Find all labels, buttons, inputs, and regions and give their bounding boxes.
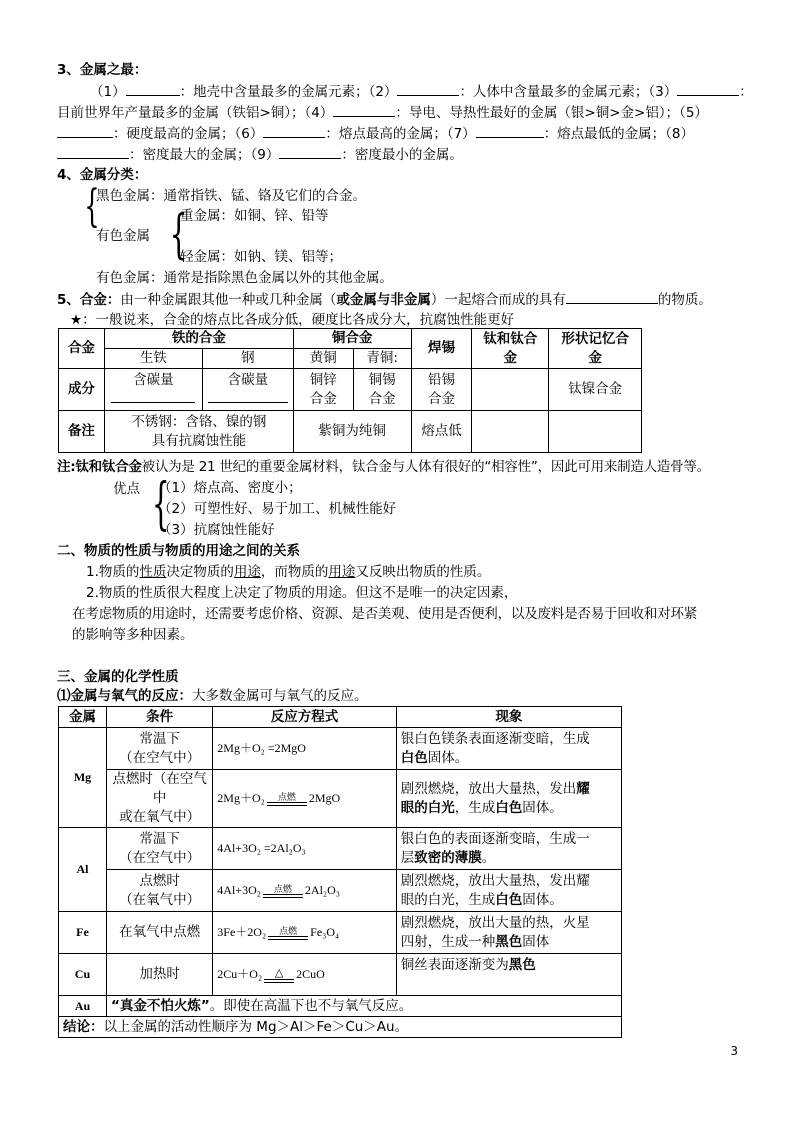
text: 目前世界年产量最多的金属（铁铝>铜）；（4） bbox=[57, 105, 334, 121]
text: 剧烈燃烧，放出大量的热，火星 bbox=[400, 914, 590, 931]
brace-icon: { bbox=[84, 181, 100, 232]
al-eq-1: 4Al+3O₂ =2Al₂O₃ bbox=[213, 828, 396, 870]
text: 被认为是 21 世纪的重要金属材料，钛合金与人体有很好的“相容性”，因此可用来制造人造骨等。 bbox=[141, 459, 710, 475]
cell-bronze-comp: 铜锡 合金 bbox=[353, 369, 411, 411]
text: 注: bbox=[57, 459, 76, 475]
text: 眼的白光，生成 bbox=[400, 891, 496, 908]
part3-subtitle bbox=[57, 686, 368, 706]
cell-ti-comp bbox=[472, 369, 549, 411]
text: ：密度最小的金属。 bbox=[341, 147, 463, 163]
text: 白色 bbox=[495, 799, 523, 816]
heat-icon: △ bbox=[274, 966, 284, 979]
th-condition: 条件 bbox=[106, 707, 212, 728]
brace-icon: { bbox=[169, 205, 188, 265]
text: 3Fe＋2O₂ bbox=[217, 925, 267, 939]
cell-ti-note bbox=[472, 411, 549, 453]
text: 固体。 bbox=[522, 891, 563, 908]
blank-5 bbox=[57, 123, 113, 138]
blank bbox=[208, 392, 288, 403]
text: ）一起熔合而成的具有 bbox=[430, 292, 566, 308]
reaction-arrow bbox=[267, 793, 307, 806]
star-note: ★：一般说来，合金的熔点比各成分低，硬度比各成分大，抗腐蚀性能更好 bbox=[70, 312, 515, 328]
text: 的物质。 bbox=[657, 292, 712, 308]
text: 2Mg＋O₂ bbox=[217, 791, 265, 805]
text: 钛和钛合金 bbox=[75, 459, 142, 475]
text: 固体。 bbox=[522, 799, 563, 816]
al-cond-1: 常温下 （在空气中） bbox=[106, 828, 212, 870]
th-alloy: 合金 bbox=[59, 329, 105, 369]
cell-shape-note bbox=[549, 411, 642, 453]
advantage-1: （1）熔点高、密度小； bbox=[158, 480, 302, 496]
text: 四射，生成一种 bbox=[400, 933, 496, 950]
text: 层 bbox=[400, 849, 415, 866]
condition-label: 点燃 bbox=[273, 883, 292, 894]
al-phen-2 bbox=[396, 870, 621, 912]
text: 2Cu＋O₂ bbox=[217, 967, 263, 981]
mg-cond-1: 常温下 （在空气中） bbox=[106, 728, 212, 770]
double-line bbox=[263, 894, 303, 898]
au-note bbox=[106, 996, 621, 1017]
heavy-metal-line: 重金属：如铜、锌、铅等 bbox=[180, 208, 329, 224]
th-copper-alloy: 铜合金 bbox=[293, 329, 411, 349]
black-metal-line: 黑色金属：通常指铁、锰、铬及它们的合金。 bbox=[96, 188, 366, 204]
text: 银白色的表面逐渐变暗，生成一 bbox=[400, 830, 590, 847]
oxygen-reaction-table bbox=[58, 706, 622, 1038]
metal-al: Al bbox=[59, 828, 107, 912]
text: 用途 bbox=[328, 564, 356, 580]
fe-cond: 在氧气中点燃 bbox=[106, 912, 212, 954]
cell-copper-note: 紫铜为纯铜 bbox=[293, 411, 411, 453]
mg-phen-1 bbox=[396, 728, 621, 770]
text: 又反映出物质的性质。 bbox=[355, 564, 491, 580]
cu-eq bbox=[213, 954, 396, 996]
th-metal: 金属 bbox=[59, 707, 107, 728]
double-line bbox=[264, 979, 294, 983]
blank-4 bbox=[333, 102, 395, 117]
text: ：硬度最高的金属；（6） bbox=[113, 126, 264, 142]
text: 2Al₂O₃ bbox=[304, 883, 340, 897]
th-steel: 钢 bbox=[202, 349, 293, 369]
mg-eq-2 bbox=[213, 770, 396, 828]
th-titanium: 钛和钛合 金 bbox=[472, 329, 549, 369]
blank-3 bbox=[677, 81, 739, 96]
text: ：人体中含量最多的金属元素；（3） bbox=[459, 84, 678, 100]
metal-au: Au bbox=[59, 996, 107, 1017]
text: 2MgO bbox=[308, 791, 341, 805]
text: 在考虑物质的用途时，还需要考虑价格、资源、是否美观、使用是否便利，以及废料是否易于回收和对环 bbox=[72, 606, 684, 622]
reaction-arrow bbox=[268, 927, 308, 940]
text: 4Al+3O₂ bbox=[217, 883, 261, 897]
text: 或金属与非金属 bbox=[336, 292, 431, 308]
cell-pig-comp bbox=[104, 369, 202, 411]
text: ：导电、导热性最好的金属（银>铜>金>铝）；（5） bbox=[395, 105, 708, 121]
al-cond-2: 点燃时 （在氧气中） bbox=[106, 870, 212, 912]
part2-line-3 bbox=[72, 604, 697, 624]
text: 眼的白光 bbox=[400, 799, 455, 816]
text: 铜丝表面逐渐变为 bbox=[400, 957, 509, 973]
cu-phen bbox=[396, 954, 621, 996]
th-shape-memory: 形状记忆合 金 bbox=[549, 329, 642, 369]
th-phenomenon: 现象 bbox=[396, 707, 621, 728]
text: 黑色 bbox=[495, 933, 523, 950]
text: 。 bbox=[481, 849, 496, 866]
text: ，而物质的 bbox=[260, 564, 329, 580]
text: 由一种金属跟其他一种或几种金属（ bbox=[120, 292, 337, 308]
metal-cu: Cu bbox=[59, 954, 107, 996]
th-iron-alloy: 铁的合金 bbox=[104, 329, 293, 349]
text: 黑色 bbox=[508, 957, 536, 973]
text: 耀 bbox=[576, 780, 590, 797]
blank-7 bbox=[476, 123, 544, 138]
sec3-line-2 bbox=[57, 102, 708, 123]
th-brass: 黄铜 bbox=[293, 349, 353, 369]
text: ： bbox=[739, 84, 753, 100]
reaction-arrow bbox=[263, 885, 303, 898]
text: ，生成 bbox=[454, 799, 496, 816]
section-3-title: 3、金属之最： bbox=[57, 62, 148, 78]
sec5-definition bbox=[57, 289, 712, 310]
text: ：熔点最低的金属；（8） bbox=[543, 126, 695, 142]
al-phen-1 bbox=[396, 828, 621, 870]
cell-iron-note: 不锈钢：含铬、镍的钢 具有抗腐蚀性能 bbox=[104, 411, 293, 453]
section-5-title: 5、合金： bbox=[57, 292, 121, 308]
text: ：地壳中含量最多的金属元素；（2） bbox=[179, 84, 398, 100]
part2-line-2: 2.物质的性质很大程度上决定了物质的用途。但这不是唯一的决定因素， bbox=[86, 585, 518, 601]
text: 用途 bbox=[233, 564, 261, 580]
cell-brass-comp: 铜锌 合金 bbox=[293, 369, 353, 411]
blank bbox=[111, 392, 195, 403]
cell-solder-comp: 铅锡 合金 bbox=[411, 369, 472, 411]
mg-phen-2 bbox=[396, 770, 621, 828]
blank-6 bbox=[263, 123, 325, 138]
double-line bbox=[268, 936, 308, 940]
text: （1） bbox=[90, 84, 126, 100]
reaction-arrow bbox=[264, 968, 294, 983]
conclusion bbox=[59, 1017, 622, 1038]
sec3-line-4 bbox=[57, 144, 463, 165]
advantage-3: （3）抗腐蚀性能好 bbox=[158, 522, 275, 538]
cell-shape-comp: 钛镍合金 bbox=[549, 369, 642, 411]
part2-line-4: 的影响等多种因素。 bbox=[72, 627, 194, 643]
section-4-title: 4、金属分类： bbox=[57, 167, 148, 183]
brace-icon: { bbox=[151, 472, 170, 537]
blank-alloy bbox=[566, 289, 658, 304]
metal-mg: Mg bbox=[59, 728, 107, 828]
text: 致密的薄膜 bbox=[414, 849, 482, 866]
fe-eq bbox=[213, 912, 396, 954]
mg-cond-2: 点燃时（在空气中 或在氧气中） bbox=[106, 770, 212, 828]
row-notes: 备注 bbox=[59, 411, 105, 453]
nonferrous-label: 有色金属 bbox=[96, 228, 150, 244]
sec3-line-3 bbox=[57, 123, 694, 144]
text: ⑴金属与氧气的反应： bbox=[57, 688, 192, 704]
text: 固体。 bbox=[427, 749, 469, 766]
text: 紧 bbox=[683, 606, 698, 622]
condition-label: 点燃 bbox=[277, 791, 296, 802]
text: 性质 bbox=[139, 564, 167, 580]
text: 决定物质的 bbox=[166, 564, 234, 580]
text: 剧烈燃烧，放出大量热，发出 bbox=[400, 780, 577, 797]
al-eq-2 bbox=[213, 870, 396, 912]
blank-9 bbox=[279, 144, 341, 159]
th-equation: 反应方程式 bbox=[213, 707, 396, 728]
text: 以上金属的活动性顺序为 Mg＞Al＞Fe＞Cu＞Au。 bbox=[103, 1018, 409, 1035]
text: 。即使在高温下也不与氧气反应。 bbox=[209, 997, 413, 1014]
text: 含碳量 bbox=[227, 371, 269, 388]
blank-8 bbox=[57, 144, 129, 159]
text: 结论： bbox=[63, 1018, 104, 1035]
nonferrous-note: 有色金属：通常是指除黑色金属以外的其他金属。 bbox=[96, 270, 393, 286]
text: ：熔点最高的金属；（7） bbox=[325, 126, 476, 142]
advantages-label: 优点 bbox=[113, 481, 140, 497]
page-number: 3 bbox=[730, 1044, 738, 1058]
cell-steel-comp bbox=[202, 369, 293, 411]
double-line bbox=[267, 802, 307, 806]
th-solder: 焊锡 bbox=[411, 329, 472, 369]
part-3-title: 三、金属的化学性质 bbox=[57, 669, 179, 685]
text: 银白色镁条表面逐渐变暗，生成 bbox=[400, 730, 590, 747]
text: 白色 bbox=[400, 749, 428, 766]
text: ：密度最大的金属；（9） bbox=[129, 147, 280, 163]
part-2-title: 二、物质的性质与物质的用途之间的关系 bbox=[57, 543, 300, 559]
condition-label: 点燃 bbox=[279, 925, 298, 936]
text: “真金不怕火炼” bbox=[110, 997, 210, 1014]
sec3-line-1 bbox=[90, 81, 753, 102]
th-bronze: 青铜: bbox=[353, 349, 411, 369]
fe-phen bbox=[396, 912, 621, 954]
cu-cond: 加热时 bbox=[106, 954, 212, 996]
text: 固体 bbox=[522, 933, 550, 950]
metal-fe: Fe bbox=[59, 912, 107, 954]
th-pig-iron: 生铁 bbox=[104, 349, 202, 369]
advantage-2: （2）可塑性好、易于加工、机械性能好 bbox=[158, 501, 397, 517]
text: 含碳量 bbox=[133, 371, 174, 388]
cell-solder-note: 熔点低 bbox=[411, 411, 472, 453]
text: 白色 bbox=[495, 891, 523, 908]
row-composition: 成分 bbox=[59, 369, 105, 411]
blank-2 bbox=[397, 81, 459, 96]
mg-eq-1: 2Mg＋O₂ =2MgO bbox=[213, 728, 396, 770]
text: Fe₃O₄ bbox=[310, 925, 340, 939]
alloy-table bbox=[58, 328, 642, 453]
light-metal-line: 轻金属：如钠、镁、铝等； bbox=[180, 249, 342, 265]
text: 1.物质的 bbox=[86, 564, 140, 580]
text: 剧烈燃烧，放出大量热，发出耀 bbox=[400, 872, 590, 889]
blank-1 bbox=[126, 81, 180, 96]
part2-line-1 bbox=[86, 562, 490, 582]
text: 大多数金属可与氧气的反应。 bbox=[192, 688, 368, 704]
text: 2CuO bbox=[296, 967, 325, 981]
